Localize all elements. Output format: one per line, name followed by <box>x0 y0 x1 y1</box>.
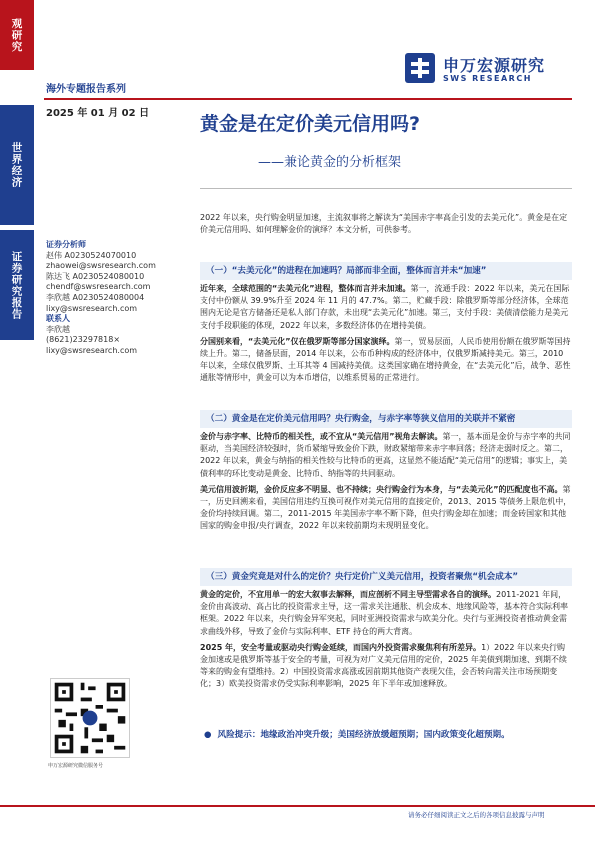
paragraph-text: 2011-2021 年间，金价由高波动、高占比的投资需求主导，这一需求关注通胀、机会成本、地缘风险等，基本符合实际利率框架。2022 年以来，央行购金异军突起，同时亚洲投资需求与欧美分化。央行与亚洲投资者推动黄金需求曲线外移，导致了金价与实际利率、ETF 持仓的两大背离。 <box>200 590 568 636</box>
paragraph-text: 第一，贸易层面，人民币使用份额在俄罗斯等国持续上升。第二，储备层面，2014 年以来，公布币种构成的经济体中，仅俄罗斯减持美元。第三，2010 年以来，全球仅俄罗斯、土耳其等 4 国减持美债。这类国家确在增持黄金，在“去美元化”后，战争、恶性通胀等情形中，黄金可以为本币增信，以维系贸易的正常进行。 <box>200 336 571 383</box>
paragraph-text: 第一，基本面是金价与赤字率的共同驱动，当美国经济较强时，货币紧缩导致金价下跌，财政紧缩带来赤字率回落；经济走弱时反之。第二，2022 年以来，黄金与纳指的相关性较与比特币的更高，这显然不能适配“美元信用”的逻辑；事实上，美债利率的环比变动是黄金、比特币、纳指等的共同驱动。 <box>200 432 571 478</box>
analyst-line: 李欣越 A0230524080004 <box>46 292 145 302</box>
report-series: 海外专题报告系列 <box>46 84 126 95</box>
logo-text-cn: 申万宏源研究 <box>443 56 546 75</box>
analyst-line: 陈达飞 A0230524080010 <box>46 271 145 281</box>
intro-text: 2022 年以来，央行购金明显加速，主流叙事将之解读为“美国赤字率高企引发的去美元化”。黄金是在定价美元信用吗、如何理解金价的演绎？本文分析，可供参考。 <box>200 213 568 235</box>
analyst-line: lixy@swsresearch.com <box>46 303 138 313</box>
header-divider <box>44 98 572 100</box>
section-heading-2: （二）黄金是在定价美元信用吗？央行购金，与赤字率等狭义信用的关联并不紧密 <box>200 410 572 428</box>
contact-line: lixy@swsresearch.com <box>46 345 138 355</box>
section-heading-1: （一）“去美元化”的进程在加速吗？局部而非全面，整体而言并未“加速” <box>200 262 572 280</box>
sidebar-tag-research: 观研究 <box>0 0 34 70</box>
contact-heading: 联系人 <box>46 314 70 324</box>
logo-text-en: SWS RESEARCH <box>443 74 532 83</box>
analyst-line: 赵伟 A0230524070010 <box>46 250 137 260</box>
paragraph-text: 第一，流通手段：2022 年以来，美元在国际支付中份额从 39.9%升至 2024 年 11 月的 47.7%。第二，贮藏手段：除俄罗斯等部分经济体，全球范围内无论是官方储备还是私人部门存款，未出现“去美元化”加速。第三，支付手段：美债清偿能力是美元支付手段职能的体现，2022 年以来，多数经济体仍在增持美债。 <box>200 284 570 330</box>
risk-text: 风险提示：地缘政治冲突升级；美国经济放缓超预期；国内政策变化超预期。 <box>217 730 510 740</box>
sws-logo-icon <box>405 53 435 83</box>
analyst-line: zhaowei@swsresearch.com <box>46 261 156 271</box>
paragraph <box>200 336 572 385</box>
report-subtitle: ——兼论黄金的分析框架 <box>258 155 402 170</box>
section-heading-3: （三）黄金究竟是对什么的定价？央行定价广义美元信用，投资者聚焦“机会成本” <box>200 568 572 586</box>
footer-disclaimer[interactable]: 请务必仔细阅读正文之后的各项信息披露与声明 <box>408 811 545 819</box>
section-body-2 <box>200 431 572 533</box>
paragraph-lead: 近年来，全球范围的“去美元化”进程，整体而言并未加速。 <box>200 284 411 293</box>
paragraph-lead: 分国别来看，“去美元化”仅在俄罗斯等部分国家演绎。 <box>200 336 395 346</box>
qr-caption: 申万宏源研究微信服务号 <box>48 763 104 769</box>
paragraph <box>200 484 572 533</box>
paragraph-lead: 金价与赤字率、比特币的相关性，或不宜从“美元信用”视角去解读。 <box>200 432 443 441</box>
analyst-heading: 证券分析师 <box>46 240 86 249</box>
paragraph <box>200 642 572 691</box>
analyst-block <box>46 240 196 357</box>
footer-divider <box>0 805 595 807</box>
paragraph-text: 1）2022 年以来央行购金加速或是俄罗斯等基于安全的考量，可视为对广义美元信用的定价，2025 年美债到期加速、到期不续等来的购金有望维持。2）中国投资需求高涨或因前期其他资产表现欠佳，会否转向需关注市场预期变化；3）欧美投资需求仍受实际利率影响，2025 年下半年或加速释放。 <box>200 642 567 689</box>
section-body-1 <box>200 283 572 385</box>
report-title: 黄金是在定价美元信用吗? <box>200 113 421 135</box>
section-body-3 <box>200 589 572 691</box>
risk-warning <box>204 728 510 740</box>
paragraph-lead: 黄金的定价，不宜用单一的宏大叙事去解释，而应剖析不同主导型需求各自的演绎。 <box>200 590 496 599</box>
bullet-icon: ● <box>204 730 218 740</box>
sidebar <box>0 0 34 842</box>
paragraph-lead: 美元信用波折期，金价反应多不明显、也不持续；央行购金行为本身，与“去美元化”的匹配度也不高。 <box>200 484 563 494</box>
analyst-line: chendf@swsresearch.com <box>46 282 151 292</box>
paragraph-lead: 2025 年，安全考量或驱动央行购金延续，而国内外投资需求聚焦利有所差异。 <box>200 642 482 652</box>
paragraph <box>200 589 572 638</box>
contact-line: 李欣越 <box>46 324 70 334</box>
paragraph <box>200 431 572 480</box>
qr-code-icon[interactable] <box>50 678 130 758</box>
report-date: 2025 年 01 月 02 日 <box>46 108 150 119</box>
contact-line: (8621)23297818× <box>46 335 121 345</box>
paragraph <box>200 283 572 332</box>
sidebar-tag-report-type: 证券研究报告 <box>0 230 34 340</box>
intro-paragraph <box>200 212 572 236</box>
sidebar-tag-category: 世界经济 <box>0 105 34 225</box>
title-divider <box>200 188 572 189</box>
paragraph-text: 第一，历史回溯来看，美国信用违约互换可视作对美元信用的直接定价，2013、2015 等债务上限危机中，金价均持续回调。第二，2011-2015 年美国赤字率不断下降，但央行购金却在加速；而金砖国家和其他国家的购金申报/央行调查，2022 年以来较前期均未现明显变化。 <box>200 484 572 531</box>
